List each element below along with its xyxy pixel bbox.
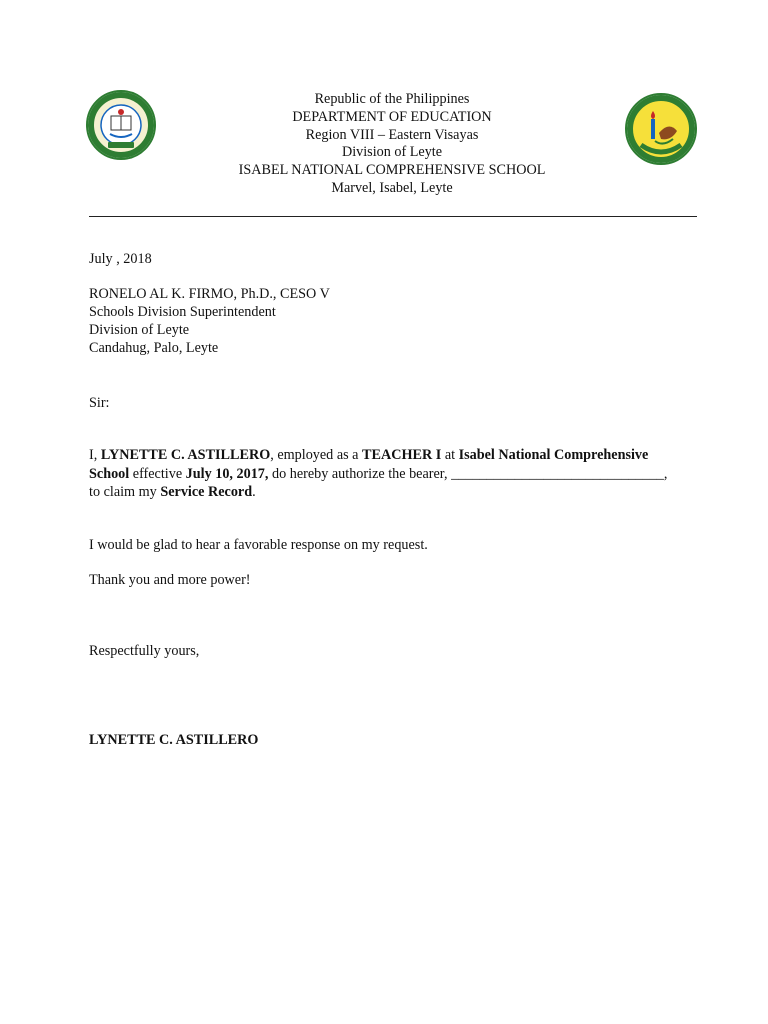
addressee-address: Candahug, Palo, Leyte xyxy=(89,340,219,356)
signature-name: LYNETTE C. ASTILLERO xyxy=(89,732,259,748)
requested-document: Service Record xyxy=(160,484,253,500)
letterhead-school: ISABEL NATIONAL COMPREHENSIVE SCHOOL xyxy=(238,162,546,179)
effective-date: July 10, 2017, xyxy=(185,465,269,482)
letter-date: July , 2018 xyxy=(89,251,152,267)
letterhead-division: Division of Leyte xyxy=(341,144,443,161)
body-line-2 xyxy=(89,465,699,484)
employee-position: TEACHER I xyxy=(362,447,442,463)
addressee-name: RONELO AL K. FIRMO, Ph.D., CESO V xyxy=(89,286,330,302)
letterhead xyxy=(160,91,624,198)
salutation: Sir: xyxy=(89,395,110,411)
header-divider xyxy=(89,216,697,217)
body-text: to claim my xyxy=(89,484,161,500)
body-text: , employed as a xyxy=(270,447,363,463)
letterhead-department: DEPARTMENT OF EDUCATION xyxy=(292,108,492,125)
addressee-block xyxy=(89,285,699,357)
addressee-office: Division of Leyte xyxy=(89,322,190,338)
body-text: effective xyxy=(129,465,186,482)
letterhead-region: Region VIII – Eastern Visayas xyxy=(305,126,479,143)
body-text: do hereby authorize the bearer, xyxy=(268,465,452,482)
request-sentence: I would be glad to hear a favorable response on my request. xyxy=(89,537,428,553)
body-line-3 xyxy=(89,483,699,502)
school-name: Isabel National Comprehensive xyxy=(458,447,649,463)
complimentary-closing: Respectfully yours, xyxy=(89,643,200,659)
body-line-1 xyxy=(89,446,699,465)
project-seal-icon xyxy=(625,93,697,165)
bearer-blank: ______________________________ xyxy=(451,465,664,482)
letterhead-address: Marvel, Isabel, Leyte xyxy=(331,179,453,196)
body-text: . xyxy=(252,484,256,500)
employee-name: LYNETTE C. ASTILLERO xyxy=(100,447,271,463)
body-paragraph xyxy=(89,446,699,502)
school-seal-icon xyxy=(86,90,156,160)
body-text: at xyxy=(441,447,459,463)
letterhead-country: Republic of the Philippines xyxy=(314,91,470,107)
addressee-title: Schools Division Superintendent xyxy=(89,304,276,320)
school-name-cont: School xyxy=(89,465,130,482)
body-text: I, xyxy=(89,447,101,463)
body-text: , xyxy=(663,465,668,482)
thanks-sentence: Thank you and more power! xyxy=(89,572,251,588)
